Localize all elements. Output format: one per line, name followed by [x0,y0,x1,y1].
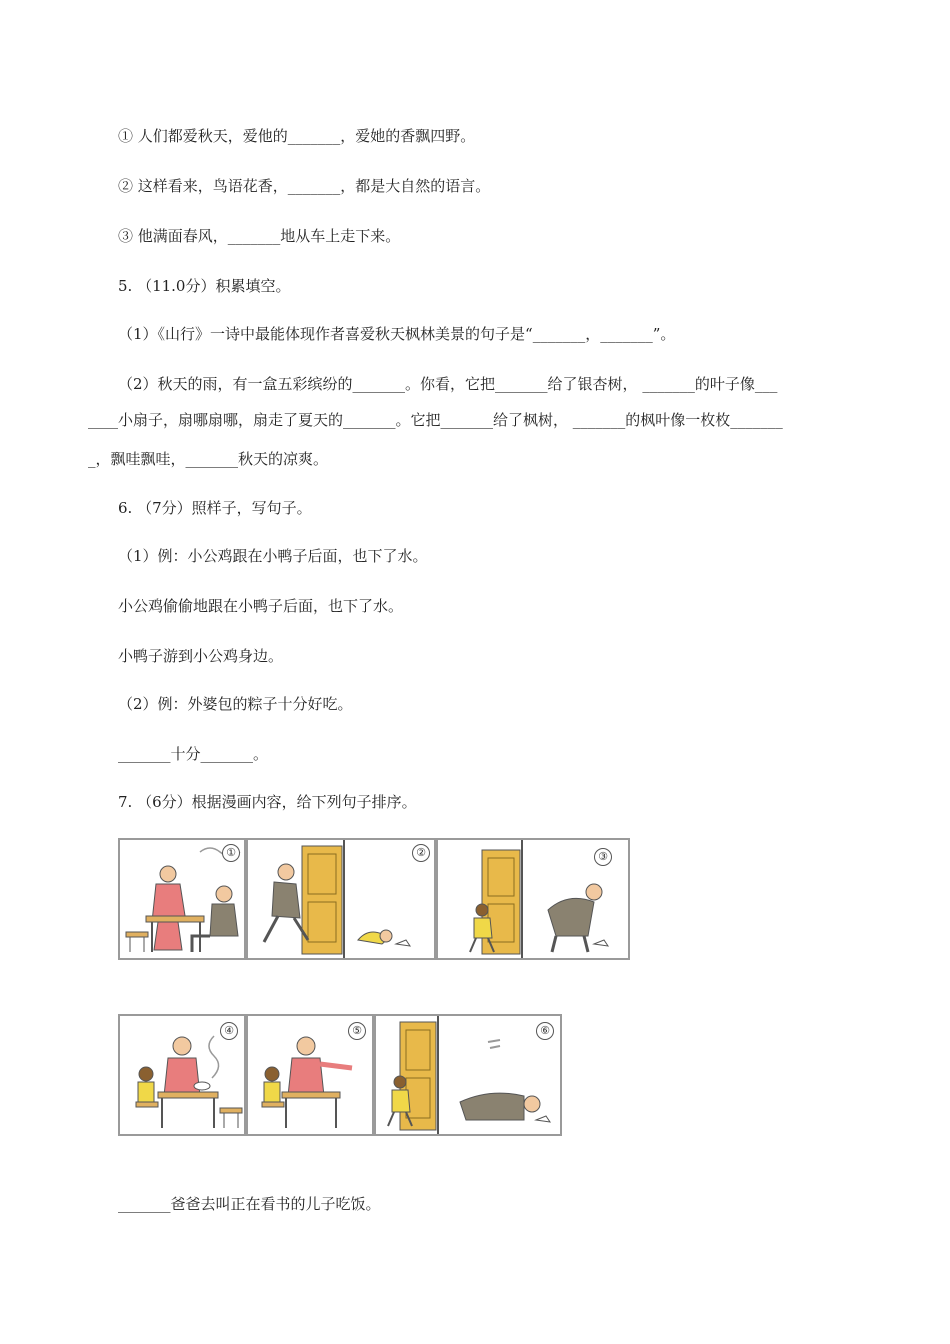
question-5-part-1: （1）《山行》一诗中最能体现作者喜爱秋天枫林美景的句子是“_______，_______”。 [118,325,676,343]
panel-number-3: ③ [594,848,612,866]
question-5-part-2-line-1: （2）秋天的雨，有一盒五彩缤纷的_______。你看，它把_______给了银杏树， _______的叶子像___ [118,375,778,393]
item-3-sentence: ③ 他满面春风，_______地从车上走下来。 [118,227,401,245]
question-6-part-1-example: （1）例：小公鸡跟在小鸭子后面，也下了水。 [118,547,428,565]
question-7-sentence-1: _______爸爸去叫正在看书的儿子吃饭。 [118,1195,381,1213]
panel-number-4: ④ [220,1022,238,1040]
question-5-heading: 5. （11.0分）积累填空。 [118,277,291,295]
comic-panel-5 [246,1014,374,1136]
question-6-part-2-answer: _______十分_______。 [118,745,269,763]
comic-panel-2 [246,838,436,960]
item-2-sentence: ② 这样看来，鸟语花香，_______，都是大自然的语言。 [118,177,491,195]
comic-panel-4 [118,1014,246,1136]
question-6-heading: 6. （7分）照样子，写句子。 [118,499,312,517]
question-6-part-1-sample: 小公鸡偷偷地跟在小鸭子后面，也下了水。 [118,597,404,615]
question-6-part-1-prompt: 小鸭子游到小公鸡身边。 [118,647,284,665]
panel-2-drawing [248,840,436,960]
question-5-part-2-line-3: _，飘哇飘哇，_______秋天的凉爽。 [88,450,329,468]
question-5-part-2-line-2: ____小扇子，扇哪扇哪，扇走了夏天的_______。它把_______给了枫树， _______的枫叶像一枚枚_______ [88,411,783,429]
panel-number-2: ② [412,844,430,862]
item-1-sentence: ① 人们都爱秋天，爱他的_______，爱她的香飘四野。 [118,127,476,145]
comic-row-1 [118,838,630,960]
question-6-part-2-example: （2）例：外婆包的粽子十分好吃。 [118,695,353,713]
panel-number-6: ⑥ [536,1022,554,1040]
comic-panel-3 [436,838,630,960]
panel-number-1: ① [222,844,240,862]
panel-6-drawing [376,1016,562,1136]
question-7-heading: 7. （6分）根据漫画内容，给下列句子排序。 [118,793,417,811]
comic-panel-6 [374,1014,562,1136]
panel-number-5: ⑤ [348,1022,366,1040]
comic-panel-1 [118,838,246,960]
comic-row-2 [118,1014,562,1136]
